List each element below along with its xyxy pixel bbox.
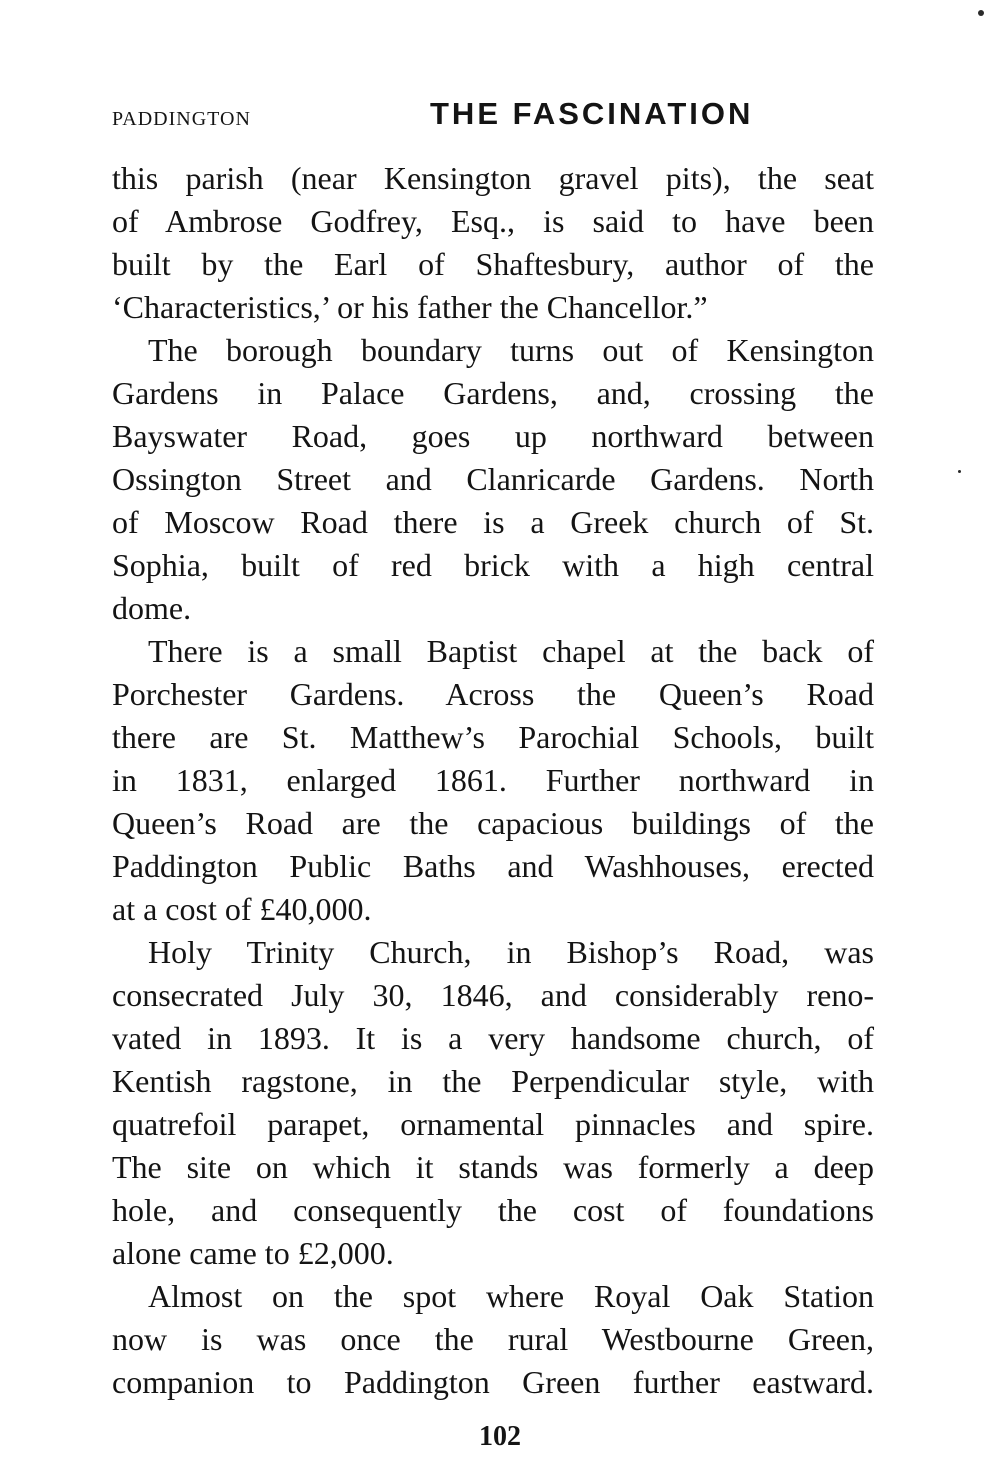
text-line: Bayswater Road, goes up northward between xyxy=(112,418,874,454)
ink-speck xyxy=(978,10,984,16)
text-line: vated in 1893. It is a very handsome church, of xyxy=(112,1020,874,1056)
text-line: now is was once the rural Westbourne Green, xyxy=(112,1321,874,1357)
text-line: alone came to £2,000. xyxy=(112,1235,394,1271)
paragraph xyxy=(112,329,874,630)
text-line: The borough boundary turns out of Kensington xyxy=(148,332,874,368)
paragraph xyxy=(112,1275,874,1404)
text-line: Gardens in Palace Gardens, and, crossing the xyxy=(112,375,874,411)
text-line: there are St. Matthew’s Parochial Schools, built xyxy=(112,719,874,755)
text-line: consecrated July 30, 1846, and considerably reno- xyxy=(112,977,874,1013)
paragraph xyxy=(112,630,874,931)
body-text xyxy=(112,157,874,1404)
paragraph xyxy=(112,157,874,329)
running-head-section: PADDINGTON xyxy=(112,108,251,130)
running-head xyxy=(112,96,872,136)
text-line: Sophia, built of red brick with a high central xyxy=(112,547,874,583)
text-line: There is a small Baptist chapel at the back of xyxy=(148,633,874,669)
text-line: Ossington Street and Clanricarde Gardens. North xyxy=(112,461,874,497)
page-number: 102 xyxy=(479,1421,521,1452)
text-line: companion to Paddington Green further eastward. xyxy=(112,1364,874,1400)
text-line: quatrefoil parapet, ornamental pinnacles and spire. xyxy=(112,1106,874,1142)
text-line: at a cost of £40,000. xyxy=(112,891,372,927)
ink-speck xyxy=(958,470,961,473)
running-head-title: THE FASCINATION xyxy=(430,96,754,131)
text-line: Holy Trinity Church, in Bishop’s Road, was xyxy=(148,934,874,970)
text-line: Queen’s Road are the capacious buildings of the xyxy=(112,805,874,841)
text-line: built by the Earl of Shaftesbury, author of the xyxy=(112,246,874,282)
text-line: dome. xyxy=(112,590,192,626)
text-line: Kentish ragstone, in the Perpendicular style, with xyxy=(112,1063,874,1099)
text-line: of Ambrose Godfrey, Esq., is said to have been xyxy=(112,203,874,239)
text-line: Almost on the spot where Royal Oak Station xyxy=(148,1278,874,1314)
text-line: hole, and consequently the cost of foundations xyxy=(112,1192,874,1228)
text-line: ‘Characteristics,’ or his father the Chancellor.” xyxy=(112,289,708,325)
text-line: The site on which it stands was formerly a deep xyxy=(112,1149,874,1185)
text-line: this parish (near Kensington gravel pits), the seat xyxy=(112,160,874,196)
text-line: of Moscow Road there is a Greek church of St. xyxy=(112,504,874,540)
paragraph xyxy=(112,931,874,1275)
text-line: Paddington Public Baths and Washhouses, erected xyxy=(112,848,874,884)
text-line: in 1831, enlarged 1861. Further northward in xyxy=(112,762,874,798)
text-line: Porchester Gardens. Across the Queen’s Road xyxy=(112,676,874,712)
